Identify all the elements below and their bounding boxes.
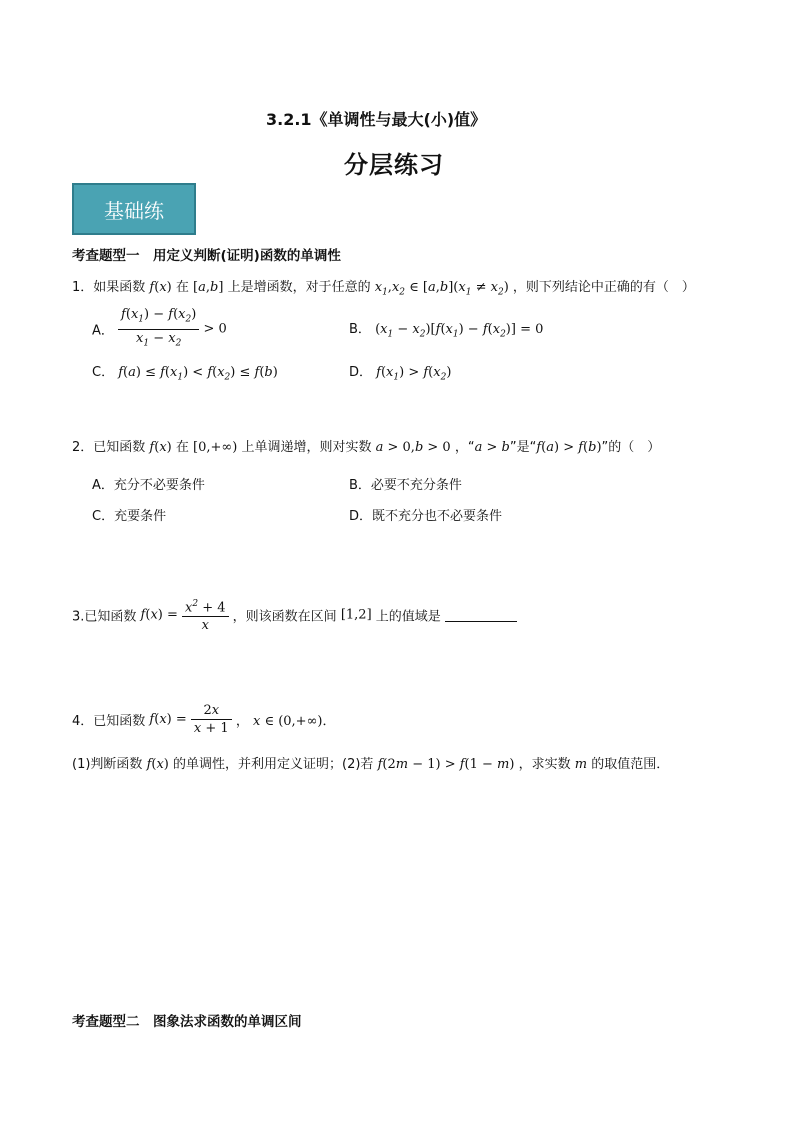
q1-option-b[interactable]: B． $(x_1 - x_2)[f(x_1) - f(x_2)] = 0$ (349, 322, 544, 340)
q1-option-d[interactable]: D． $f(x_1) > f(x_2)$ (349, 365, 452, 383)
q1-math-fx: f(x) (149, 280, 172, 295)
q3-stem: 3.已知函数 f(x) = $\frac{x^2 + 4}{x}$ ，则该函数在区间 [1,2] 上的值域是 (72, 596, 517, 634)
q1-option-a[interactable]: A． $\frac{f(x_1) - f(x_2)}{x_1 - x_2}$ > 0 (92, 306, 227, 352)
type2-heading: 考查题型二 图象法求函数的单调区间 (72, 1014, 302, 1030)
section-label-box (72, 183, 196, 235)
q4-fraction: $\frac{2x}{x + 1}$ (191, 702, 232, 737)
q2-option-c[interactable]: C．充要条件 (92, 509, 167, 524)
q4-stem: 4．已知函数 f(x) = $\frac{2x}{x + 1}$ ， x ∈ (0,+∞)． (72, 703, 336, 736)
q2-stem: 2．已知函数 f(x) 在 [0,+∞) 上单调递增，则对实数 a > 0,b > 0 ，“a > b”是“f(a) > f(b)”的（ ） (72, 440, 661, 455)
q3-answer-blank[interactable] (445, 609, 517, 622)
q2-option-b[interactable]: B．必要不充分条件 (349, 478, 462, 493)
q1-option-c[interactable]: C． $f(a) \le f(x_1) < f(x_2) \le f(b)$ (92, 365, 278, 383)
page-title: 3.2.1《单调性与最大(小)值》 (266, 110, 487, 129)
page-subtitle: 分层练习 (344, 151, 444, 179)
q1-option-a-fraction: $\frac{f(x_1) - f(x_2)}{x_1 - x_2}$ (118, 306, 199, 352)
q4-parts: (1)判断函数 f(x) 的单调性，并利用定义证明；(2)若 f(2m − 1) > f(1 − m) ，求实数 m 的取值范围． (72, 757, 670, 772)
type1-heading: 考查题型一 用定义判断(证明)函数的单调性 (72, 248, 341, 264)
q2-option-d[interactable]: D．既不充分也不必要条件 (349, 509, 503, 524)
q1-stem: 1．如果函数 f(x) 在 [a,b] 上是增函数，对于任意的 $x_1,x_2$ ∈ $[a,b](x_1 \ne x_2)$ ，则下列结论中正确的有（ ） (72, 280, 695, 298)
q1-math-interval: [a,b] (193, 280, 224, 295)
q2-option-a[interactable]: A．充分不必要条件 (92, 478, 205, 493)
q3-fraction: $\frac{x^2 + 4}{x}$ (182, 596, 229, 634)
q1-math-condition: $x_1,x_2$ ∈ $[a,b](x_1 \ne x_2)$ (374, 280, 509, 298)
section-label: 基础练 (104, 198, 164, 223)
